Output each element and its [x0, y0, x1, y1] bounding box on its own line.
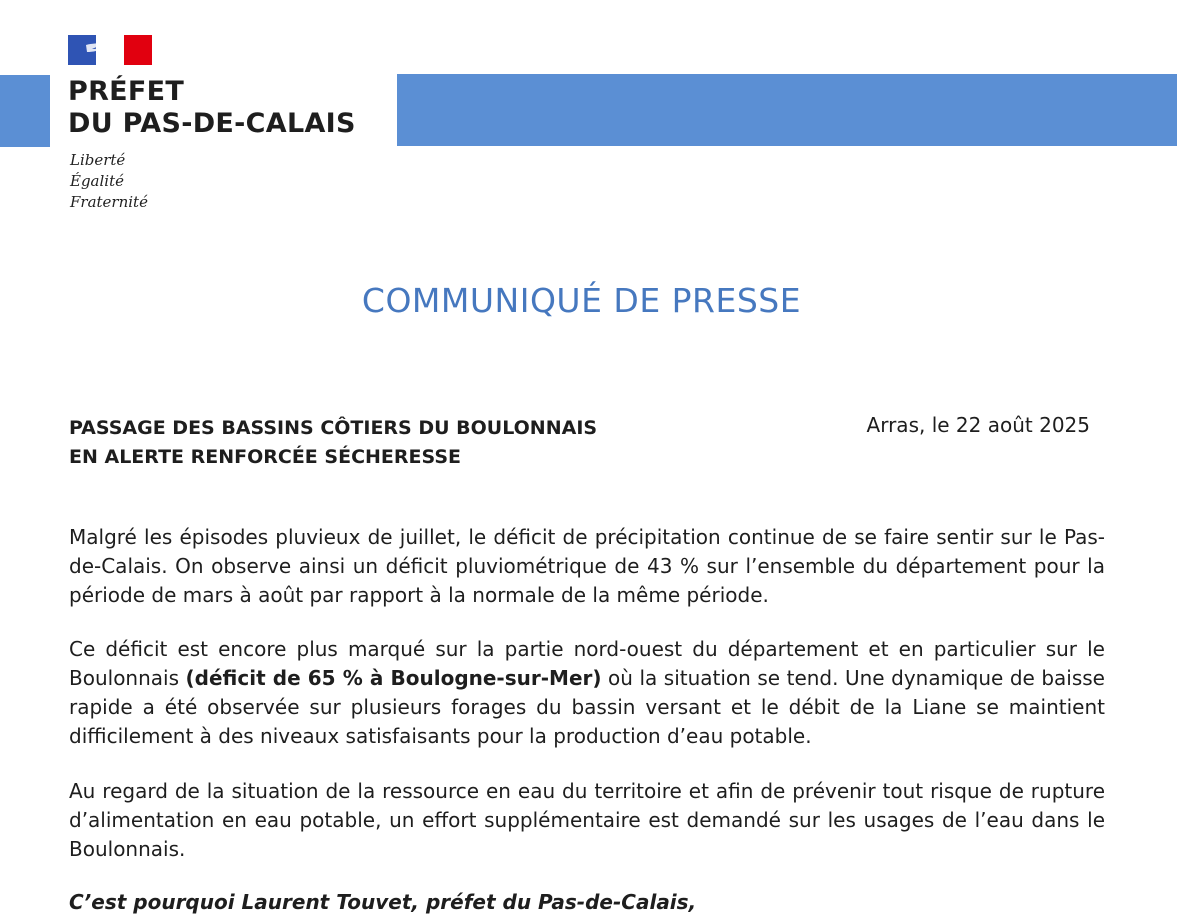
headline	[69, 414, 597, 472]
republic-motto	[70, 150, 148, 213]
left-blue-band	[0, 75, 50, 147]
motto-liberte: Liberté	[70, 151, 126, 169]
prefecture-name-block	[68, 76, 356, 140]
press-release-title: COMMUNIQUÉ DE PRESSE	[361, 281, 802, 320]
headline-line-2: EN ALERTE RENFORCÉE SÉCHERESSE	[69, 446, 461, 468]
prefet-line-2: DU PAS-DE-CALAIS	[68, 108, 356, 139]
dateline: Arras, le 22 août 2025	[866, 413, 1090, 437]
prefet-line-1: PRÉFET	[68, 76, 185, 107]
header-blue-band	[397, 74, 1177, 146]
paragraph-2-text-end: où la situation se tend. Une dynamique de baisse rapide a été observée sur plusieurs forages du bassin versant et le débit de la Liane se maintient difficilement à des niveaux satisfaisants pour la production d’eau potable.	[69, 666, 1105, 748]
motto-egalite: Égalité	[70, 172, 124, 190]
headline-line-1: PASSAGE DES BASSINS CÔTIERS DU BOULONNAIS	[69, 417, 598, 439]
paragraph-1: Malgré les épisodes pluvieux de juillet, le déficit de précipitation continue de se faire sentir sur le Pas-de-Calais. On observe ainsi un déficit pluviométrique de 43 % sur l’ensemble du département pour la période de mars à août par rapport à la normale de la même période.	[69, 525, 1105, 607]
paragraph-2-text-start: Ce déficit est encore plus marqué sur la partie nord-ouest du département et en particulier sur le Boulonnais	[69, 637, 1105, 690]
marianne-logo	[68, 35, 152, 65]
paragraph-3: Au regard de la situation de la ressource en eau du territoire et afin de prévenir tout risque de rupture d’alimentation en eau potable, un effort supplémentaire est demandé sur les usages de l’eau dans le Boulonnais.	[69, 779, 1105, 861]
paragraph-2-bold-deficit: (déficit de 65 % à Boulogne-sur-Mer)	[185, 666, 602, 690]
paragraph-4-partial: C’est pourquoi Laurent Touvet, préfet du Pas-de-Calais,	[69, 890, 697, 914]
marianne-red-band	[124, 35, 152, 65]
paragraph-2	[69, 635, 1105, 751]
motto-fraternite: Fraternité	[70, 193, 148, 211]
